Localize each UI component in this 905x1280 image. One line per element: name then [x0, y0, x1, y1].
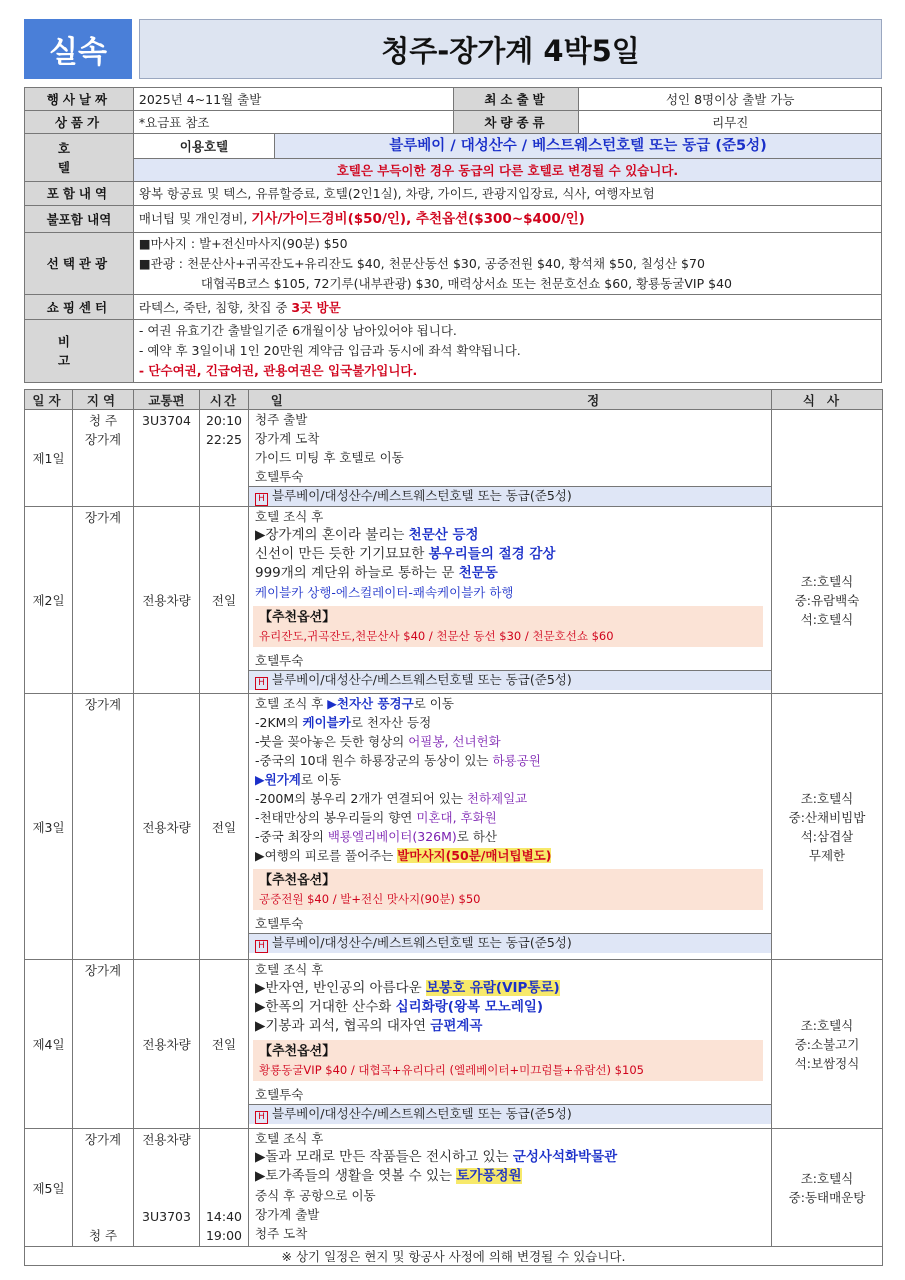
- page-title: 청주-장가계 4박5일: [139, 19, 882, 79]
- hotel-row: H 블루베이/대성산수/베스트웨스턴호텔 또는 동급(준5성): [249, 1104, 771, 1124]
- hotel-row: H 블루베이/대성산수/베스트웨스턴호텔 또는 동급(준5성): [249, 933, 771, 953]
- option-line-tour2: 대협곡B코스 $105, 72기루(내부관광) $30, 매력상서쇼 또는 천문호선쇼 $60, 황룡동굴VIP $40: [200, 275, 732, 291]
- day-label: 제3일: [25, 694, 73, 960]
- day-row: [25, 960, 883, 1129]
- hotel-sub-label: 이용호텔: [133, 134, 274, 159]
- day-row: [25, 507, 883, 694]
- note-label: 비 고: [25, 320, 134, 383]
- col-day: 일자: [25, 390, 73, 410]
- day-transport: 전용차량: [134, 960, 200, 1129]
- option-label: 선택관광: [25, 233, 134, 295]
- recommended-option: 【추천옵션】 유리잔도,귀곡잔도,천문산사 $40 / 천문산 동선 $30 / 천문호선쇼 $60: [253, 606, 763, 647]
- day-row: [25, 694, 883, 960]
- note-entry: - 단수여권, 긴급여권, 관용여권은 입국불가입니다.: [138, 363, 418, 378]
- shop-value: 라텍스, 죽탄, 침향, 찻집 중 3곳 방문: [133, 295, 881, 320]
- hotel-label: 호 텔: [25, 134, 134, 182]
- day-transport: 전용차량: [134, 694, 200, 960]
- car-label: 차량종류: [454, 111, 579, 134]
- day-region: 장가계: [73, 960, 134, 1129]
- product-badge: 실속: [24, 19, 132, 79]
- day-plan: 호텔 조식 후 ▶천자산 풍경구로 이동 -2KM의 케이블카로 천자산 등정 -붓을 꽂아놓은 듯한 형상의 어필봉, 선녀헌화 -중국의 10대 원수 하룡장군의 동상이 있는 하룡공원 ▶원가계로 이동 -200M의 봉우리 2개가 연결되어 있는 천하제일교 -천태만상의 봉우리들의 향연 미혼대, 후화원 -중국 최장의 백룡엘리베이터(326M)로 하산 ▶여행의 피로를 풀어주는 발마사지(50분/매너팁별도) 【추천옵션】 공중전원 $40 / 발+전신 맛사지(90분) $50 호텔투숙 H 블루베이/대성산수/베스트웨스턴호텔 또는 동급(준5성): [249, 694, 772, 960]
- schedule-table: [24, 389, 883, 1266]
- col-plan: 일 정: [249, 390, 772, 410]
- price-label: 상품가: [25, 111, 134, 134]
- day-label: 제5일: [25, 1129, 73, 1247]
- hotel-icon: H: [255, 940, 268, 953]
- day-time: 전일: [200, 507, 249, 694]
- day-meal: [772, 410, 883, 507]
- note-value: [133, 320, 881, 383]
- include-value: 왕복 항공료 및 텍스, 유류할증료, 호텔(2인1실), 차량, 가이드, 관광지입장료, 식사, 여행자보험: [133, 182, 881, 206]
- day-region: 장가계: [73, 507, 134, 694]
- min-label: 최소출발: [454, 88, 579, 111]
- note-deposit: - 예약 후 3일이내 1인 20만원 계약금 입금과 동시에 좌석 확약됩니다.: [138, 343, 521, 358]
- exclude-value: 매너팁 및 개인경비, 기사/가이드경비($50/인), 추천옵션($300~$400/인): [133, 206, 881, 233]
- day-plan: 호텔 조식 후 ▶돌과 모래로 만든 작품들은 전시하고 있는 군성사석화박물관 ▶토가족들의 생활을 엿볼 수 있는 토가풍정원 중식 후 공항으로 이동 장가계 출발 청주 도착: [249, 1129, 772, 1247]
- min-value: 성인 8명이상 출발 가능: [579, 88, 882, 111]
- day-meal: 조:호텔식 중:동태매운탕: [772, 1129, 883, 1247]
- day-region: 청 주 장가계: [73, 410, 134, 507]
- shop-label: 쇼핑센터: [25, 295, 134, 320]
- info-table: [24, 87, 882, 383]
- note-passport: - 여권 유효기간 출발일기준 6개월이상 남아있어야 됩니다.: [138, 323, 457, 338]
- day-time: 20:10 22:25: [200, 410, 249, 507]
- day-plan: 청주 출발 장가계 도착 가이드 미팅 후 호텔로 이동 호텔투숙 H 블루베이/대성산수/베스트웨스턴호텔 또는 동급(준5성): [249, 410, 772, 507]
- day-meal: 조:호텔식 중:산채비빔밥 석:삼겹살 무제한: [772, 694, 883, 960]
- col-region: 지역: [73, 390, 134, 410]
- day-label: 제1일: [25, 410, 73, 507]
- period-label: 행사날짜: [25, 88, 134, 111]
- exclude-label: 불포함 내역: [25, 206, 134, 233]
- col-meal: 식사: [772, 390, 883, 410]
- hotel-icon: H: [255, 1111, 268, 1124]
- footer-note: ※ 상기 일정은 현지 및 항공사 사정에 의해 변경될 수 있습니다.: [25, 1247, 883, 1266]
- hotel-note: 호텔은 부득이한 경우 동급의 다른 호텔로 변경될 수 있습니다.: [133, 159, 881, 182]
- price-value: *요금표 참조: [133, 111, 454, 134]
- include-label: 포함내역: [25, 182, 134, 206]
- hotel-icon: H: [255, 677, 268, 690]
- hotel-icon: H: [255, 493, 268, 506]
- option-line-massage: ■마사지 : 발+전신마사지(90분) $50: [138, 235, 348, 251]
- day-meal: 조:호텔식 중:소불고기 석:보쌈정식: [772, 960, 883, 1129]
- day-region: 장가계 청 주: [73, 1129, 134, 1247]
- day-plan: 호텔 조식 후 ▶반자연, 반인공의 아름다운 보봉호 유람(VIP통로) ▶한폭의 거대한 산수화 십리화랑(왕복 모노레일) ▶기봉과 괴석, 협곡의 대자연 금편계곡 【추천옵션】 황룡동굴VIP $40 / 대협곡+유리다리 (엘레베이터+미끄럼틀+유람선) $105 호텔투숙 H 블루베이/대성산수/베스트웨스턴호텔 또는 동급(준5성): [249, 960, 772, 1129]
- day-row: [25, 1129, 883, 1247]
- option-line-tour: ■관광 : 천문산사+귀곡잔도+유리잔도 $40, 천문산동선 $30, 공중전원 $40, 황석채 $50, 칠성산 $70: [138, 255, 705, 271]
- day-transport: 전용차량 3U3703: [134, 1129, 200, 1247]
- car-value: 리무진: [579, 111, 882, 134]
- day-plan: 호텔 조식 후 ▶장가계의 혼이라 불리는 천문산 등정 신선이 만든 듯한 기기묘묘한 봉우리들의 절경 감상 999개의 계단위 하늘로 통하는 문 천문동 케이블카 상행-에스컬레이터-쾌속케이블카 하행 【추천옵션】 유리잔도,귀곡잔도,천문산사 $40 / 천문산 동선 $30 / 천문호선쇼 $60 호텔투숙 H 블루베이/대성산수/베스트웨스턴호텔 또는 동급(준5성): [249, 507, 772, 694]
- day-time: 14:40 19:00: [200, 1129, 249, 1247]
- day-transport: 전용차량: [134, 507, 200, 694]
- hotel-row: H 블루베이/대성산수/베스트웨스턴호텔 또는 동급(준5성): [249, 486, 771, 506]
- col-transport: 교통편: [134, 390, 200, 410]
- day-meal: 조:호텔식 중:유람백숙 석:호텔식: [772, 507, 883, 694]
- day-time: 전일: [200, 694, 249, 960]
- day-label: 제2일: [25, 507, 73, 694]
- option-value: [133, 233, 881, 295]
- day-region: 장가계: [73, 694, 134, 960]
- recommended-option: 【추천옵션】 공중전원 $40 / 발+전신 맛사지(90분) $50: [253, 869, 763, 910]
- hotel-value: 블루베이 / 대성산수 / 베스트웨스턴호텔 또는 동급 (준5성): [275, 134, 882, 159]
- day-flight: 3U3704: [134, 410, 200, 507]
- col-time: 시간: [200, 390, 249, 410]
- hotel-row: H 블루베이/대성산수/베스트웨스턴호텔 또는 동급(준5성): [249, 670, 771, 690]
- day-label: 제4일: [25, 960, 73, 1129]
- day-time: 전일: [200, 960, 249, 1129]
- day-row: [25, 410, 883, 507]
- recommended-option: 【추천옵션】 황룡동굴VIP $40 / 대협곡+유리다리 (엘레베이터+미끄럼틀+유람선) $105: [253, 1040, 763, 1081]
- period-value: 2025년 4~11월 출발: [133, 88, 454, 111]
